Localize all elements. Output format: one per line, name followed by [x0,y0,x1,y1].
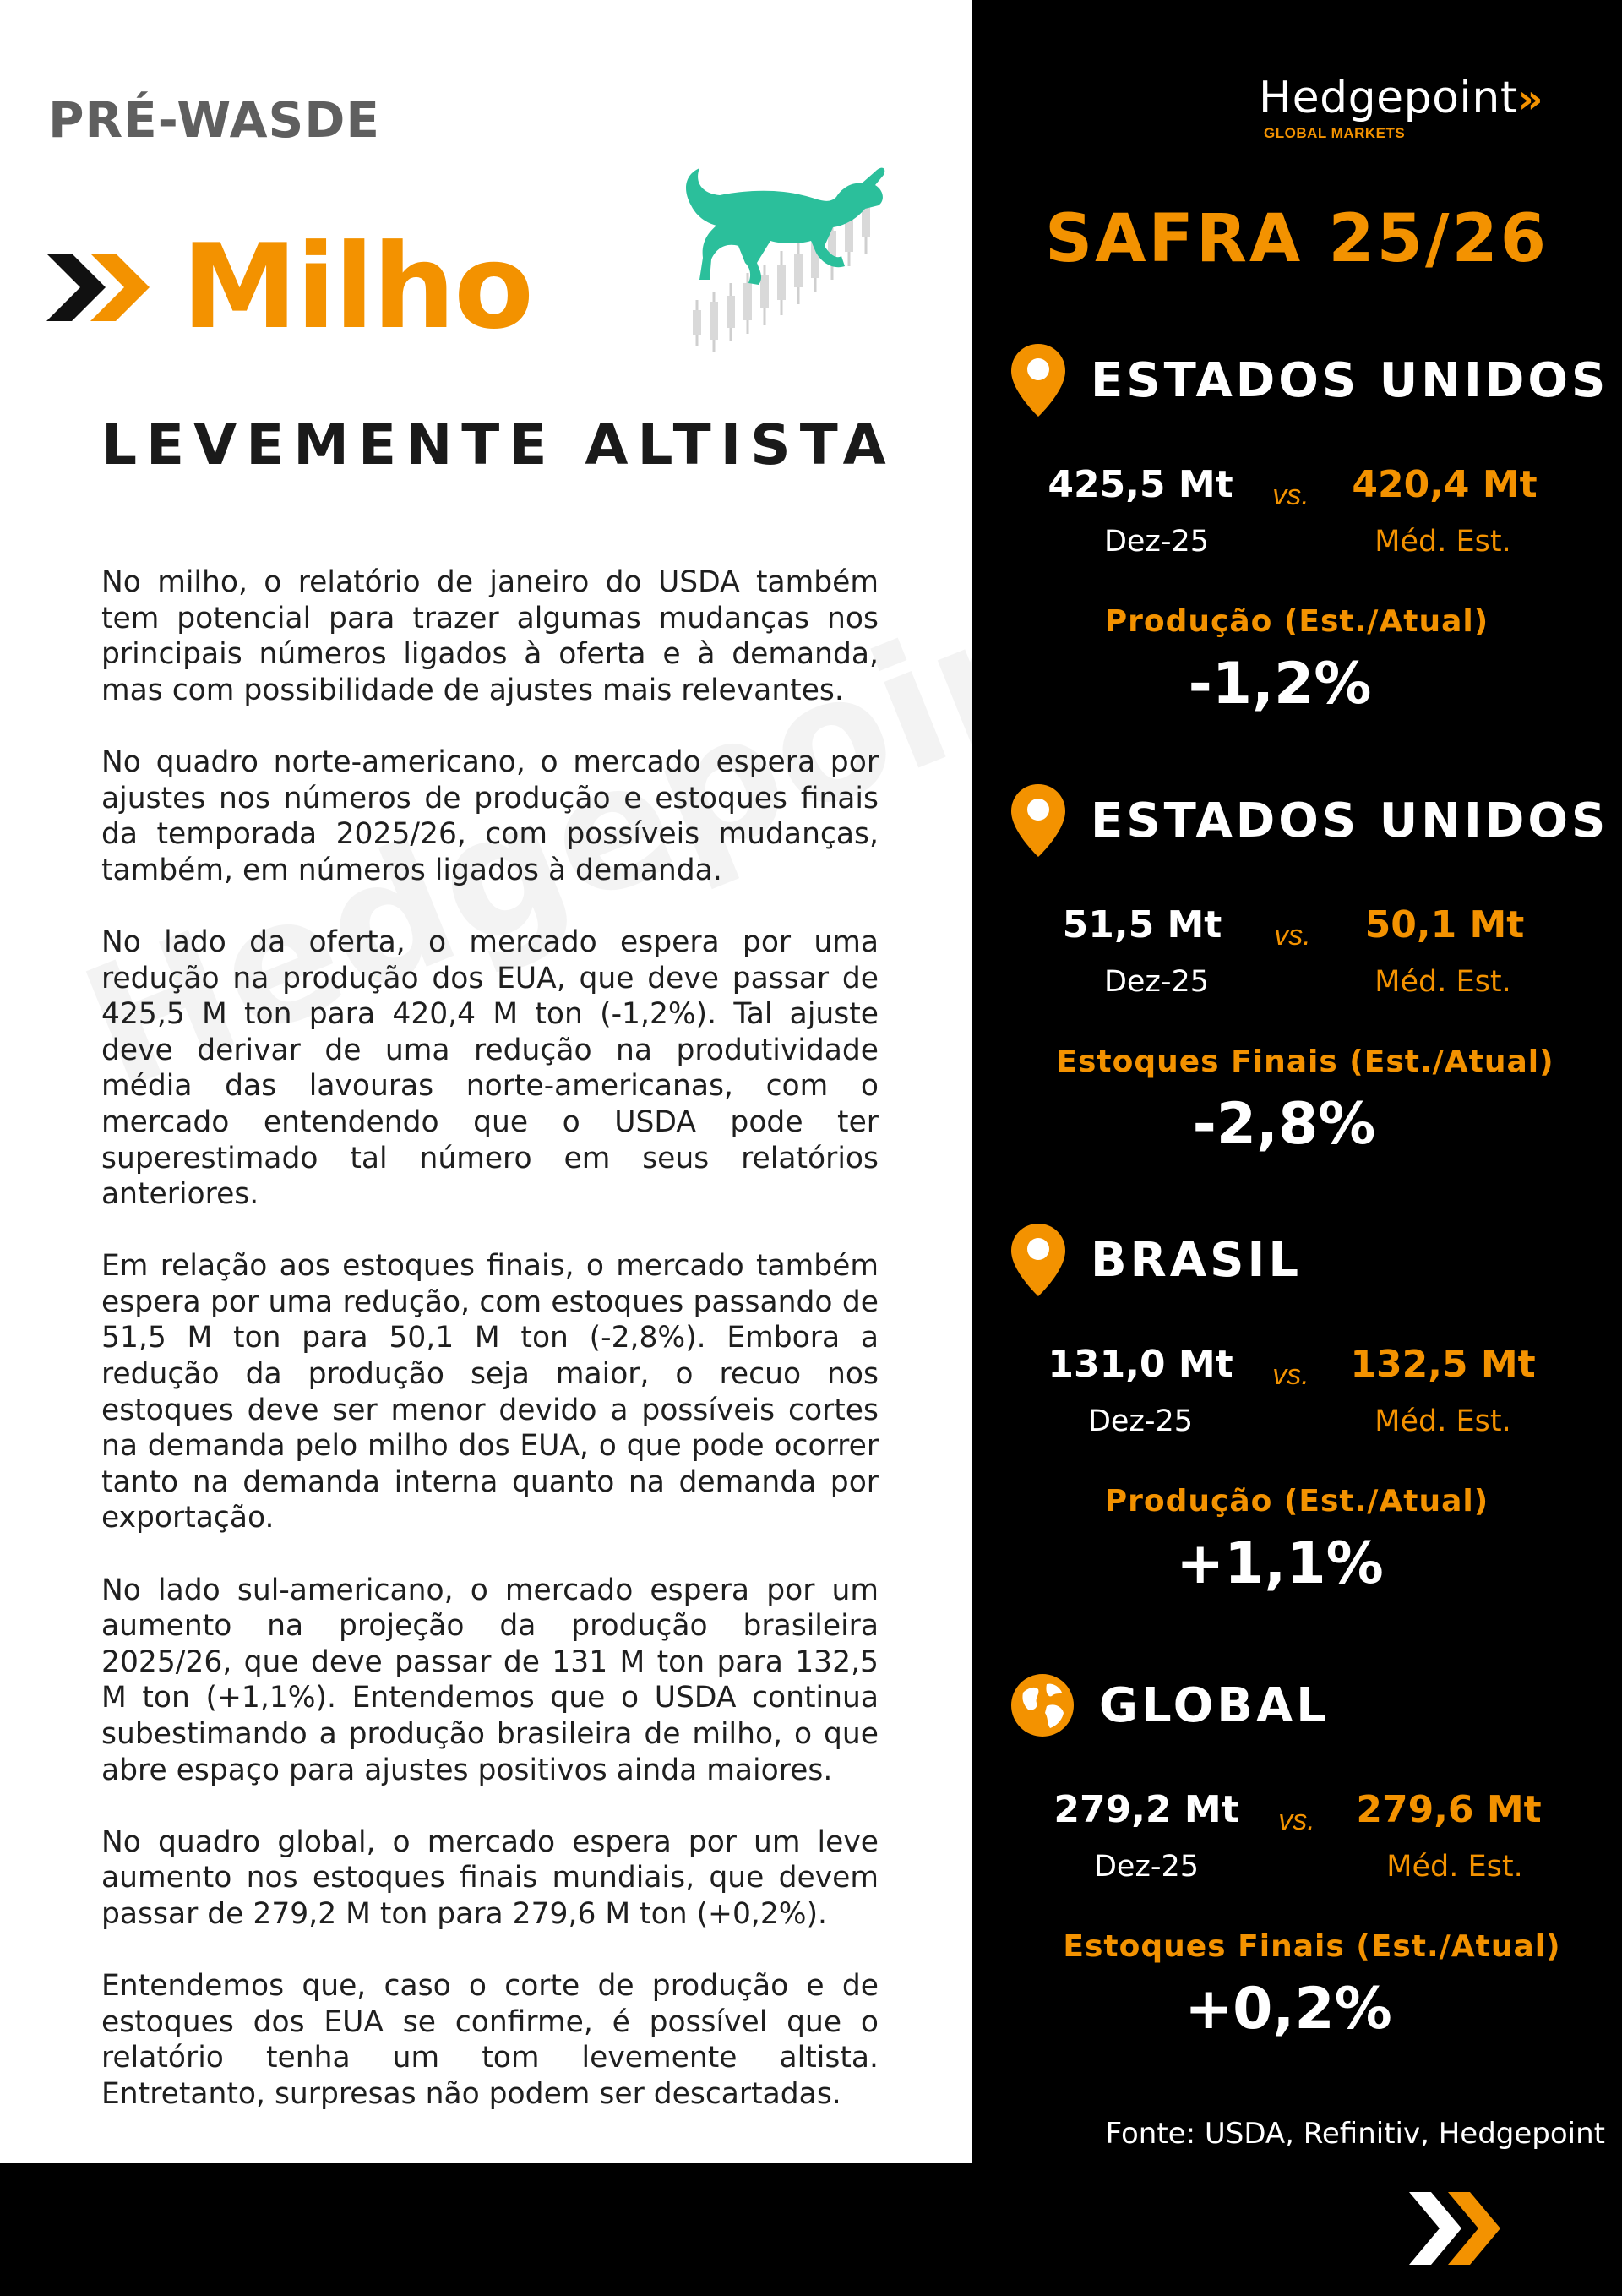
vs-label: vs. [1274,919,1311,952]
metric-label: Estoques Finais (Est./Atual) [1056,1044,1554,1079]
region-block [972,1222,1622,1628]
current-value: 51,5 Mt [1062,903,1222,946]
vs-label: vs. [1278,1804,1315,1836]
region-header [1010,1667,1330,1743]
change-value: +1,1% [1176,1530,1384,1597]
article-paragraph: No lado da oferta, o mercado espera por uma redução na produção dos EUA, que deve passar de 425,5 M ton para 420,4 M ton (-1,2%). Tal ajuste deve derivar de uma redução na produtividade média das lavouras norte-americanas, com o mercado entendendo que o USDA pode ter superestimado tal número em seus relatórios anteriores. [101,924,879,1212]
metric-label: Produção (Est./Atual) [1104,604,1489,639]
location-pin-icon [1010,783,1067,859]
title-row [46,219,532,355]
article-paragraph: No quadro global, o mercado espera por um leve aumento nos estoques finais mundiais, que devem passar de 279,2 M ton para 279,6 M ton (+0,2%). [101,1824,879,1931]
article-paragraph: No milho, o relatório de janeiro do USDA também tem potencial para trazer algumas mudanças nos principais números ligados à oferta e à demanda, mas com possibilidade de ajustes mais relevantes. [101,565,879,707]
region-header [1010,1222,1302,1298]
article-paragraph: No lado sul-americano, o mercado espera por um aumento na projeção da produção brasileira 2025/26, que deve passar de 131 M ton para 132,5 M ton (+1,1%). Entendemos que o USDA continua subestimando a produção brasileira de milho, o que abre espaço para ajustes positivos ainda maiores. [101,1573,879,1787]
metric-label: Estoques Finais (Est./Atual) [1063,1929,1561,1964]
current-label: Dez-25 [1103,965,1210,999]
double-chevron-icon [46,241,156,334]
location-pin-icon [1010,1222,1067,1298]
report-kicker: PRÉ-WASDE [48,91,381,149]
brand-arrow-icon: » [1517,76,1543,122]
footer-bar [0,2163,1622,2296]
article-paragraph: No quadro norte-americano, o mercado espera por ajustes nos números de produção e estoques finais da temporada 2025/26, com possíveis mudanças, também, em números ligados à demanda. [101,744,879,887]
source-note: Fonte: USDA, Refinitiv, Hedgepoint [1105,2117,1605,2151]
estimate-label: Méd. Est. [1386,1850,1523,1884]
metric-label: Produção (Est./Atual) [1104,1484,1489,1519]
vs-label: vs. [1272,479,1309,511]
commodity-title: Milho [182,219,532,355]
vs-label: vs. [1272,1359,1309,1391]
region-header [1010,342,1608,418]
sentiment-heading: LEVEMENTE ALTISTA [101,412,895,477]
season-title: SAFRA 25/26 [1045,201,1549,277]
estimate-label: Méd. Est. [1374,1404,1511,1438]
current-value: 279,2 Mt [1053,1788,1239,1831]
estimate-label: Méd. Est. [1374,525,1511,559]
bull-market-icon [676,156,887,363]
globe-icon [1010,1667,1075,1743]
article-body [101,564,879,2148]
current-label: Dez-25 [1103,525,1210,559]
brand-subtitle: GLOBAL MARKETS [1264,125,1406,141]
brand-logo [1259,73,1563,142]
region-block [972,783,1622,1188]
region-name: ESTADOS UNIDOS [1091,352,1609,408]
estimate-label: Méd. Est. [1374,965,1511,999]
current-value: 425,5 Mt [1048,463,1233,506]
article-paragraph: Entendemos que, caso o corte de produção e de estoques dos EUA se confirme, é possível que o relatório tenha um tom levemente altista. Entretanto, surpresas não podem ser descartadas. [101,1969,879,2111]
location-pin-icon [1010,342,1067,418]
change-value: -1,2% [1188,651,1372,717]
current-label: Dez-25 [1093,1850,1200,1884]
estimate-value: 420,4 Mt [1352,463,1538,506]
estimate-value: 279,6 Mt [1356,1788,1542,1831]
change-value: +0,2% [1184,1976,1392,2042]
region-name: BRASIL [1091,1232,1302,1288]
estimate-value: 132,5 Mt [1350,1343,1536,1386]
brand-name: Hedgepoint» [1259,73,1543,123]
region-header [1010,783,1608,859]
region-block [972,1667,1622,2073]
double-chevron-icon [1409,2185,1510,2271]
change-value: -2,8% [1192,1091,1376,1158]
current-value: 131,0 Mt [1048,1343,1233,1386]
region-name: GLOBAL [1099,1677,1330,1733]
article-paragraph: Em relação aos estoques finais, o mercado também espera por uma redução, com estoques passando de 51,5 M ton para 50,1 M ton (-2,8%). Embora a redução da produção seja maior, o recuo nos estoques deve ser menor devido a possíveis cortes na demanda pelo milho dos EUA, o que pode ocorrer tanto na demanda interna quanto na demanda por exportação. [101,1249,879,1535]
current-label: Dez-25 [1087,1404,1194,1438]
region-name: ESTADOS UNIDOS [1091,793,1609,848]
region-block [972,342,1622,748]
estimate-value: 50,1 Mt [1364,903,1525,946]
